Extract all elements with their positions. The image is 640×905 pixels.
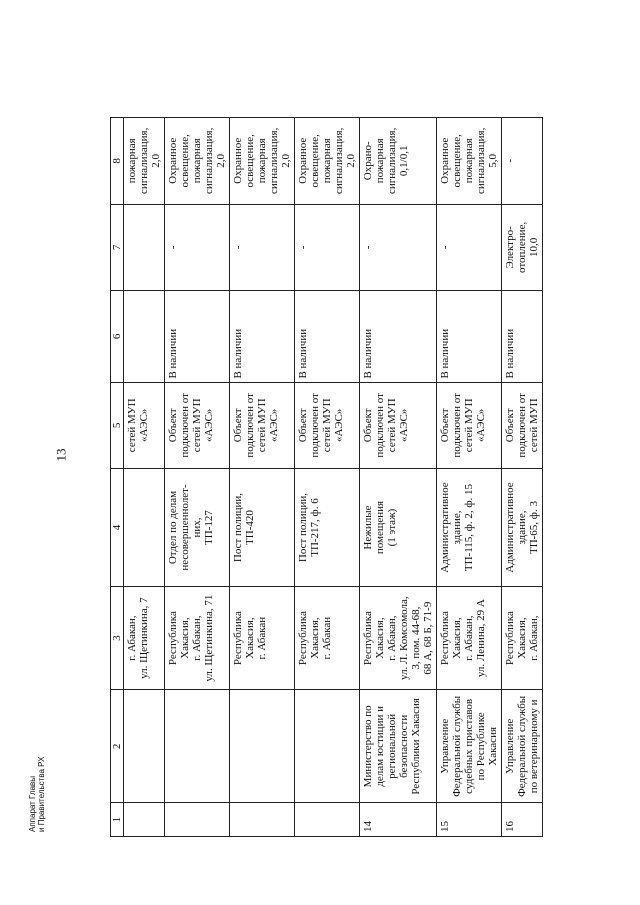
cell-object: Административное здание, ТП-115, ф. 2, ф. 15 [437, 469, 502, 587]
cell-address: Республика Хакасия, г. Абакан, [502, 586, 543, 689]
cell-object [124, 469, 165, 587]
cell-security: пожарная сигнализация, 2,0 [124, 118, 165, 205]
column-header-8: 8 [111, 118, 124, 205]
cell-heating [124, 204, 165, 291]
objects-table [110, 117, 543, 837]
cell-object: Нежилые помещения (1 этаж) [360, 469, 437, 587]
column-header-2: 2 [111, 690, 124, 803]
cell-object: Пост полиции, ТП-217, ф. 6 [295, 469, 360, 587]
cell-availability: В наличии [502, 291, 543, 382]
cell-number [295, 803, 360, 837]
cell-number [165, 803, 230, 837]
cell-connection: Объект подключен от сетей МУП [502, 382, 543, 469]
table-row [360, 118, 437, 837]
cell-availability: В наличии [230, 291, 295, 382]
column-header-7: 7 [111, 204, 124, 291]
cell-number: 16 [502, 803, 543, 837]
cell-connection: Объект подключен от сетей МУП «АЭС» [295, 382, 360, 469]
cell-connection: Объект подключен от сетей МУП «АЭС» [437, 382, 502, 469]
cell-organization: Министерство по делам юстиции и региональной безопасности Республики Хакасия [360, 690, 437, 803]
page-number: 13 [53, 448, 69, 462]
cell-number: 14 [360, 803, 437, 837]
cell-availability: В наличии [165, 291, 230, 382]
cell-address: Республика Хакасия, г. Абакан, ул. Л. Комсомола, 3, пом. 44-68, 68 А, 68 Б, 71-9 [360, 586, 437, 689]
cell-availability: В наличии [360, 291, 437, 382]
table-row [295, 118, 360, 837]
cell-address: г. Абакан, ул. Щетинкина, 7 [124, 586, 165, 689]
table-row [124, 118, 165, 837]
cell-security: - [502, 118, 543, 205]
cell-security: Охранное освещение, пожарная сигнализация, 5,0 [437, 118, 502, 205]
cell-organization [124, 690, 165, 803]
cell-connection: Объект подключен от сетей МУП «АЭС» [230, 382, 295, 469]
cell-security: Охрано- пожарная сигнализация, 0,1/0,1 [360, 118, 437, 205]
column-header-3: 3 [111, 586, 124, 689]
cell-availability: В наличии [437, 291, 502, 382]
table-row [502, 118, 543, 837]
column-header-6: 6 [111, 291, 124, 382]
cell-organization [295, 690, 360, 803]
cell-security: Охранное освещение, пожарная сигнализация, 2,0 [230, 118, 295, 205]
cell-security: Охранное освещение, пожарная сигнализация, 2,0 [165, 118, 230, 205]
cell-organization: Управление Федеральной службы по ветеринарному и [502, 690, 543, 803]
cell-organization [230, 690, 295, 803]
column-header-4: 4 [111, 469, 124, 587]
cell-heating: - [230, 204, 295, 291]
table-row [165, 118, 230, 837]
cell-availability: В наличии [295, 291, 360, 382]
cell-connection: Объект подключен от сетей МУП «АЭС» [360, 382, 437, 469]
stamp-line-1: Аппарат Главы [28, 775, 37, 832]
cell-heating: - [360, 204, 437, 291]
cell-address: Республика Хакасия, г. Абакан [295, 586, 360, 689]
cell-address: Республика Хакасия, г. Абакан, ул. Ленина, 29 А [437, 586, 502, 689]
agency-stamp [28, 742, 46, 832]
cell-object: Административное здание, ТП-65, ф. 3 [502, 469, 543, 587]
cell-number: 15 [437, 803, 502, 837]
cell-organization: Управление Федеральной службы судебных приставов по Республике Хакасия [437, 690, 502, 803]
table-row [437, 118, 502, 837]
column-number-row [111, 118, 124, 837]
cell-object: Отдел по делам несовершеннолет- них, ТП-127 [165, 469, 230, 587]
column-header-5: 5 [111, 382, 124, 469]
cell-address: Республика Хакасия, г. Абакан, ул. Щетинкина, 71 [165, 586, 230, 689]
column-header-1: 1 [111, 803, 124, 837]
cell-number [124, 803, 165, 837]
table-row [230, 118, 295, 837]
cell-heating: - [165, 204, 230, 291]
cell-organization [165, 690, 230, 803]
cell-availability [124, 291, 165, 382]
cell-address: Республика Хакасия, г. Абакан [230, 586, 295, 689]
cell-security: Охранное освещение, пожарная сигнализация, 2,0 [295, 118, 360, 205]
cell-heating: - [295, 204, 360, 291]
cell-number [230, 803, 295, 837]
cell-heating: Электро- отопление, 10,0 [502, 204, 543, 291]
cell-connection: Объект подключен от сетей МУП «АЭС» [165, 382, 230, 469]
cell-heating: - [437, 204, 502, 291]
cell-object: Пост полиции, ТП-420 [230, 469, 295, 587]
cell-connection: сетей МУП «АЭС» [124, 382, 165, 469]
rotated-table-wrapper [110, 117, 540, 837]
stamp-line-2: и Правительства РХ [37, 756, 46, 832]
